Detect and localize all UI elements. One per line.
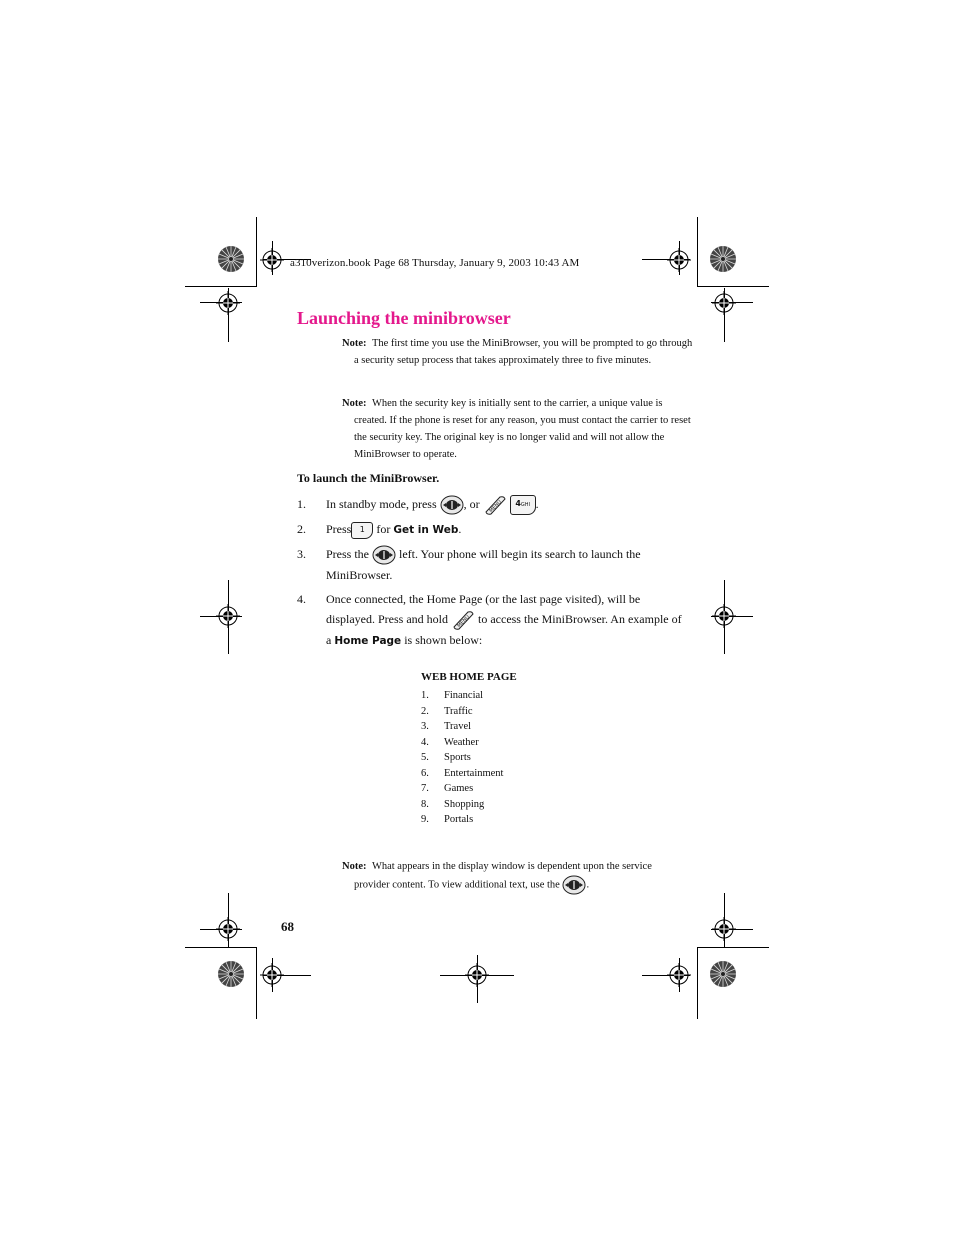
list-item [421, 719, 503, 735]
list-item-label: Traffic [444, 705, 473, 717]
list-item-number: 2. [421, 705, 429, 717]
ui-label-get-in-web: Get in Web [393, 524, 459, 536]
note-text: What appears in the display window is dependent upon the service provider content. To view additional text, use the [354, 861, 652, 891]
page-title: Launching the minibrowser [297, 308, 511, 328]
list-item-label: Games [444, 783, 474, 794]
list-item [421, 797, 503, 813]
list-item [421, 735, 503, 751]
note-text: . [586, 879, 590, 891]
key-digit: 4 [515, 499, 521, 509]
step-text: Once connected, the Home Page (or the last page visited), will be displayed. Press and hold [326, 592, 641, 626]
ui-label-home-page: Home Page [334, 635, 402, 648]
note-display-window [342, 858, 684, 895]
list-item-number: 5. [421, 752, 429, 763]
step-text: Press the [326, 547, 369, 561]
star-target-icon [217, 960, 245, 988]
note-first-time [342, 335, 694, 369]
list-item [421, 781, 503, 797]
registration-mark-icon [216, 917, 240, 941]
list-item-number: 7. [421, 783, 429, 794]
list-item-label: Travel [444, 721, 472, 732]
star-target-icon [217, 245, 245, 273]
step-number: 3. [297, 547, 306, 561]
star-target-icon [709, 960, 737, 988]
nav-key-icon [440, 495, 464, 515]
section-heading: To launch the MiniBrowser. [297, 471, 440, 485]
step-number: 4. [297, 592, 306, 606]
list-item-label: Portals [444, 814, 474, 825]
star-target-icon [709, 245, 737, 273]
page-number: 68 [281, 919, 294, 934]
list-item-label: Shopping [444, 798, 485, 810]
step-1 [297, 494, 687, 515]
file-header: a310verizon.book Page 68 Thursday, January 9, 2003 10:43 AM [290, 257, 580, 269]
list-item [421, 704, 503, 720]
step-text: . [535, 497, 539, 511]
step-number: 2. [297, 522, 306, 536]
web-home-title: WEB HOME PAGE [421, 671, 517, 683]
menu-key-icon [483, 495, 507, 515]
step-number: 1. [297, 497, 306, 511]
registration-mark-icon [260, 963, 284, 987]
nav-key-icon [372, 545, 396, 565]
list-item [421, 766, 503, 782]
step-text: . [458, 522, 462, 536]
registration-mark-icon [712, 291, 736, 315]
registration-mark-icon [260, 248, 284, 272]
key-letters: GHI [520, 502, 530, 509]
list-item-number: 8. [421, 798, 429, 810]
step-text: to access the MiniBrowser. An example of a [326, 612, 682, 648]
registration-mark-icon [667, 963, 691, 987]
note-label: Note: [342, 338, 367, 349]
step-4 [297, 589, 687, 651]
step-text: In standby mode, press [326, 497, 437, 511]
registration-mark-icon [712, 604, 736, 628]
list-item [421, 750, 503, 766]
note-text: When the security key is initially sent to the carrier, a unique value is created. If the phone is reset for any reason, you must contact the carrier to reset the security key. The original key is no longer valid and will not allow the MiniBrowser to operate. [354, 398, 691, 460]
list-item-number: 4. [421, 736, 429, 748]
note-security-key [342, 395, 694, 463]
list-item-number: 3. [421, 721, 429, 732]
note-text: The first time you use the MiniBrowser, you will be prompted to go through a security setup process that takes approximately three to five minutes. [354, 338, 693, 366]
registration-mark-icon [465, 963, 489, 987]
one-key-icon [351, 522, 373, 539]
web-home-list [421, 688, 503, 828]
step-text: , or [463, 497, 480, 511]
four-key-icon [510, 495, 536, 515]
list-item-number: 6. [421, 767, 429, 779]
note-label: Note: [342, 861, 367, 872]
list-item [421, 688, 503, 704]
list-item-label: Sports [444, 752, 471, 763]
note-label: Note: [342, 398, 367, 409]
list-item-number: 9. [421, 814, 429, 825]
registration-mark-icon [667, 248, 691, 272]
list-item-number: 1. [421, 690, 429, 701]
menu-key-icon [451, 610, 475, 630]
nav-key-icon [562, 875, 586, 895]
step-text: left. Your phone will begin its search to launch the MiniBrowser. [326, 547, 641, 583]
list-item [421, 812, 503, 828]
step-2 [297, 519, 687, 540]
step-text: Press [326, 522, 352, 536]
step-text: is shown below: [404, 633, 483, 648]
list-item-label: Entertainment [444, 767, 504, 779]
key-digit: 1 [359, 524, 365, 534]
list-item-label: Weather [444, 736, 479, 748]
step-3 [297, 544, 687, 585]
registration-mark-icon [216, 604, 240, 628]
step-text: for [376, 522, 391, 536]
registration-mark-icon [216, 291, 240, 315]
registration-mark-icon [712, 917, 736, 941]
list-item-label: Financial [444, 690, 484, 701]
